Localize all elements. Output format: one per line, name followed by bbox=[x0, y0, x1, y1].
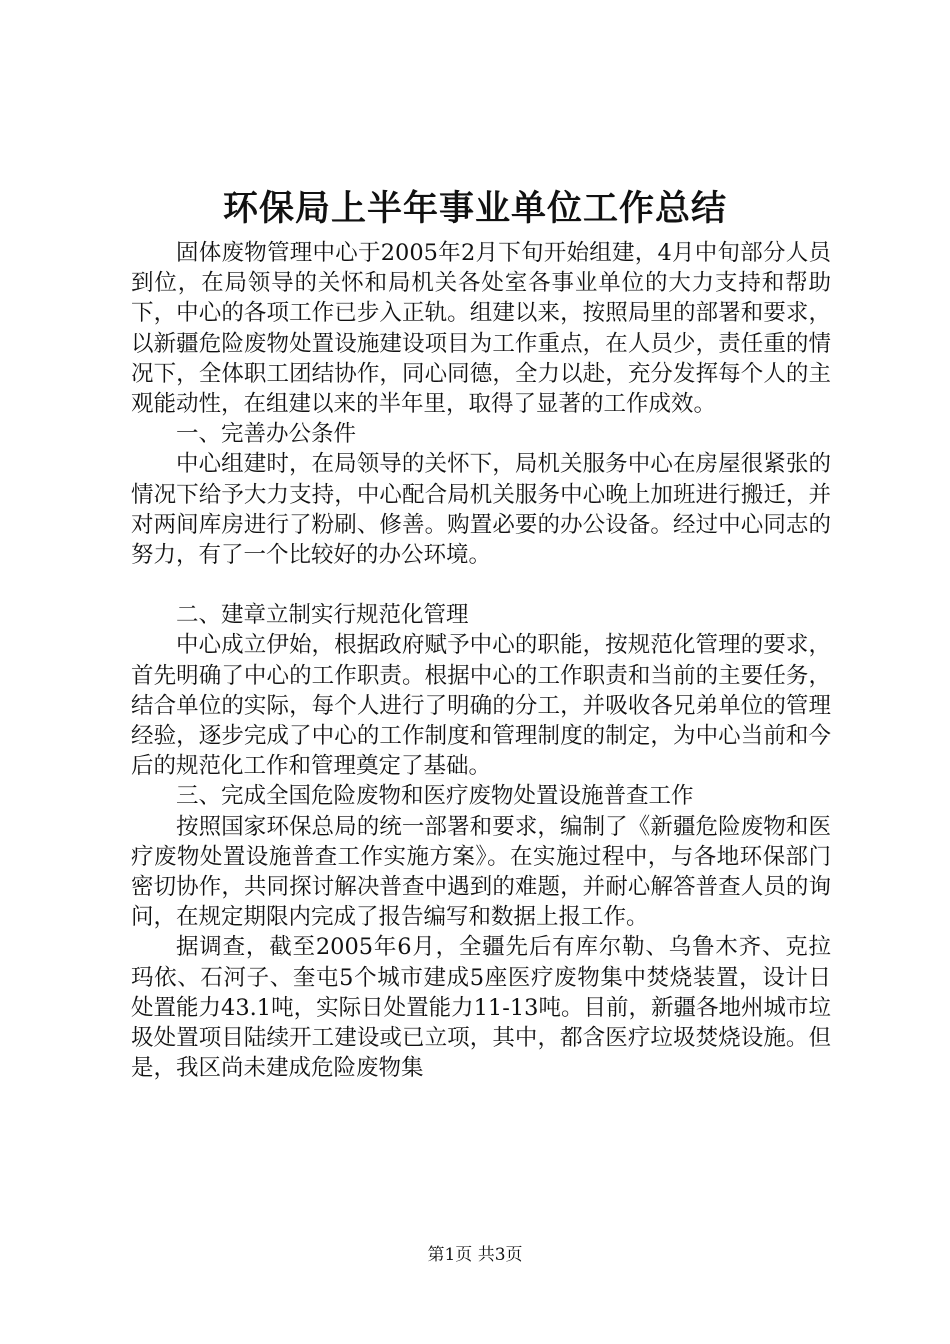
intro-paragraph: 固体废物管理中心于2005年2月下旬开始组建，4月中旬部分人员到位，在局领导的关怀和局机关各处室各事业单位的大力支持和帮助下，中心的各项工作已步入正轨。组建以来，按照局里的部署和要求，以新疆危险废物处置设施建设项目为工作重点，在人员少，责任重的情况下，全体职工团结协作，同心同德，全力以赴，充分发挥每个人的主观能动性，在组建以来的半年里，取得了显著的工作成效。 bbox=[131, 240, 831, 418]
survey-paragraph: 据调查，截至2005年6月，全疆先后有库尔勒、乌鲁木齐、克拉玛依、石河子、奎屯5个城市建成5座医疗废物集中焚烧装置，设计日处置能力43.1吨，实际日处置能力11-13吨。目前，新疆各地州城市垃圾处置项目陆续开工建设或已立项，其中，都含医疗垃圾焚烧设施。但是，我区尚未建成危险废物集 bbox=[131, 934, 831, 1082]
section-2-paragraph: 中心成立伊始，根据政府赋予中心的职能，按规范化管理的要求，首先明确了中心的工作职责。根据中心的工作职责和当前的主要任务，结合单位的实际，每个人进行了明确的分工，并吸收各兄弟单位的管理经验，逐步完成了中心的工作制度和管理制度的制定，为中心当前和今后的规范化工作和管理奠定了基础。 bbox=[131, 632, 831, 780]
section-heading-2: 二、建章立制实行规范化管理 bbox=[176, 602, 469, 629]
section-heading-3: 三、完成全国危险废物和医疗废物处置设施普查工作 bbox=[176, 783, 694, 810]
document-body bbox=[131, 238, 831, 1083]
document-title: 环保局上半年事业单位工作总结 bbox=[222, 188, 727, 229]
page-number-footer: 第1页 共3页 bbox=[427, 1245, 523, 1265]
paragraph-gap bbox=[131, 570, 831, 600]
section-1-paragraph: 中心组建时，在局领导的关怀下，局机关服务中心在房屋很紧张的情况下给予大力支持，中心配合局机关服务中心晚上加班进行搬迁，并对两间库房进行了粉刷、修善。购置必要的办公设备。经过中心同志的努力，有了一个比较好的办公环境。 bbox=[131, 451, 831, 569]
section-3-paragraph: 按照国家环保总局的统一部署和要求，编制了《新疆危险废物和医疗废物处置设施普查工作实施方案》。在实施过程中，与各地环保部门密切协作，共同探讨解决普查中遇到的难题，并耐心解答普查人员的询问，在规定期限内完成了报告编写和数据上报工作。 bbox=[131, 813, 831, 931]
section-heading-1: 一、完善办公条件 bbox=[176, 421, 357, 448]
